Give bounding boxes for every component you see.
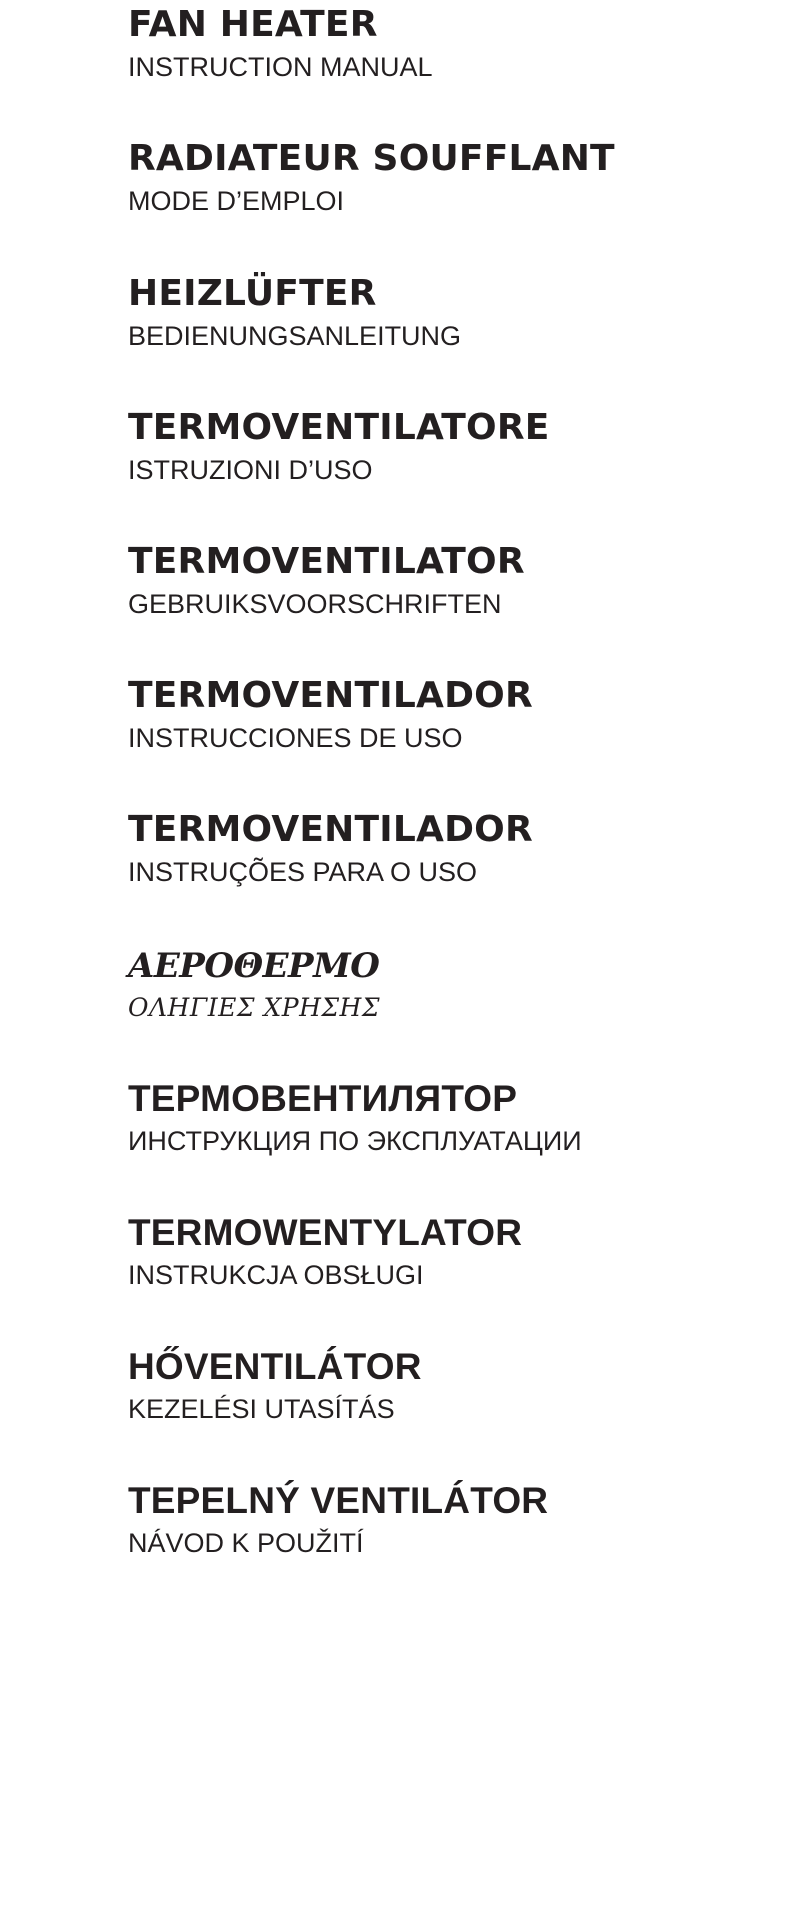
manual-subtitle: GEBRUIKSVOORSCHRIFTEN: [128, 589, 502, 619]
manual-subtitle: ISTRUZIONI D’USO: [128, 455, 373, 485]
language-block-german: [128, 273, 788, 352]
manual-subtitle: BEDIENUNGSANLEITUNG: [128, 321, 462, 351]
language-block-greek: [128, 945, 788, 1024]
product-title: TEPELNÝ VENTILÁTOR: [128, 1480, 549, 1521]
language-block-polish: [128, 1212, 788, 1291]
product-title: HŐVENTILÁTOR: [128, 1346, 422, 1387]
manual-subtitle: ИНСТРУКЦИЯ ПО ЭКСПЛУАТАЦИИ: [128, 1126, 582, 1156]
product-title: TERMOVENTILADOR: [128, 809, 533, 850]
language-block-english: [128, 4, 788, 83]
product-title: FAN HEATER: [128, 4, 378, 45]
language-block-portuguese: [128, 809, 788, 888]
product-title: TERMOVENTILATOR: [128, 541, 525, 582]
manual-subtitle: INSTRUÇÕES PARA O USO: [128, 857, 478, 887]
manual-subtitle: INSTRUKCJA OBSŁUGI: [128, 1260, 424, 1290]
language-block-spanish: [128, 675, 788, 754]
product-title: ТЕРМОВЕНТИЛЯТОР: [128, 1078, 518, 1119]
product-title: HEIZLÜFTER: [128, 273, 377, 314]
language-block-italian: [128, 407, 788, 486]
product-title: ΑΕΡΟΘΕΡΜΟ: [128, 946, 380, 986]
language-block-russian: [128, 1078, 788, 1157]
product-title: RADIATEUR SOUFFLANT: [128, 138, 615, 179]
language-block-dutch: [128, 541, 788, 620]
product-title: TERMOWENTYLATOR: [128, 1212, 523, 1253]
manual-subtitle: INSTRUCTION MANUAL: [128, 52, 433, 82]
language-block-french: [128, 138, 788, 217]
manual-subtitle: ΟΛΗΓΙΕΣ ΧΡΗΣΗΣ: [128, 993, 381, 1022]
language-block-hungarian: [128, 1346, 788, 1425]
manual-subtitle: NÁVOD K POUŽITÍ: [128, 1528, 364, 1558]
language-block-czech: [128, 1480, 788, 1559]
product-title: TERMOVENTILADOR: [128, 675, 533, 716]
product-title: TERMOVENTILATORE: [128, 407, 550, 448]
manual-subtitle: KEZELÉSI UTASÍTÁS: [128, 1394, 395, 1424]
manual-subtitle: INSTRUCCIONES DE USO: [128, 723, 463, 753]
manual-subtitle: MODE D’EMPLOI: [128, 186, 345, 216]
